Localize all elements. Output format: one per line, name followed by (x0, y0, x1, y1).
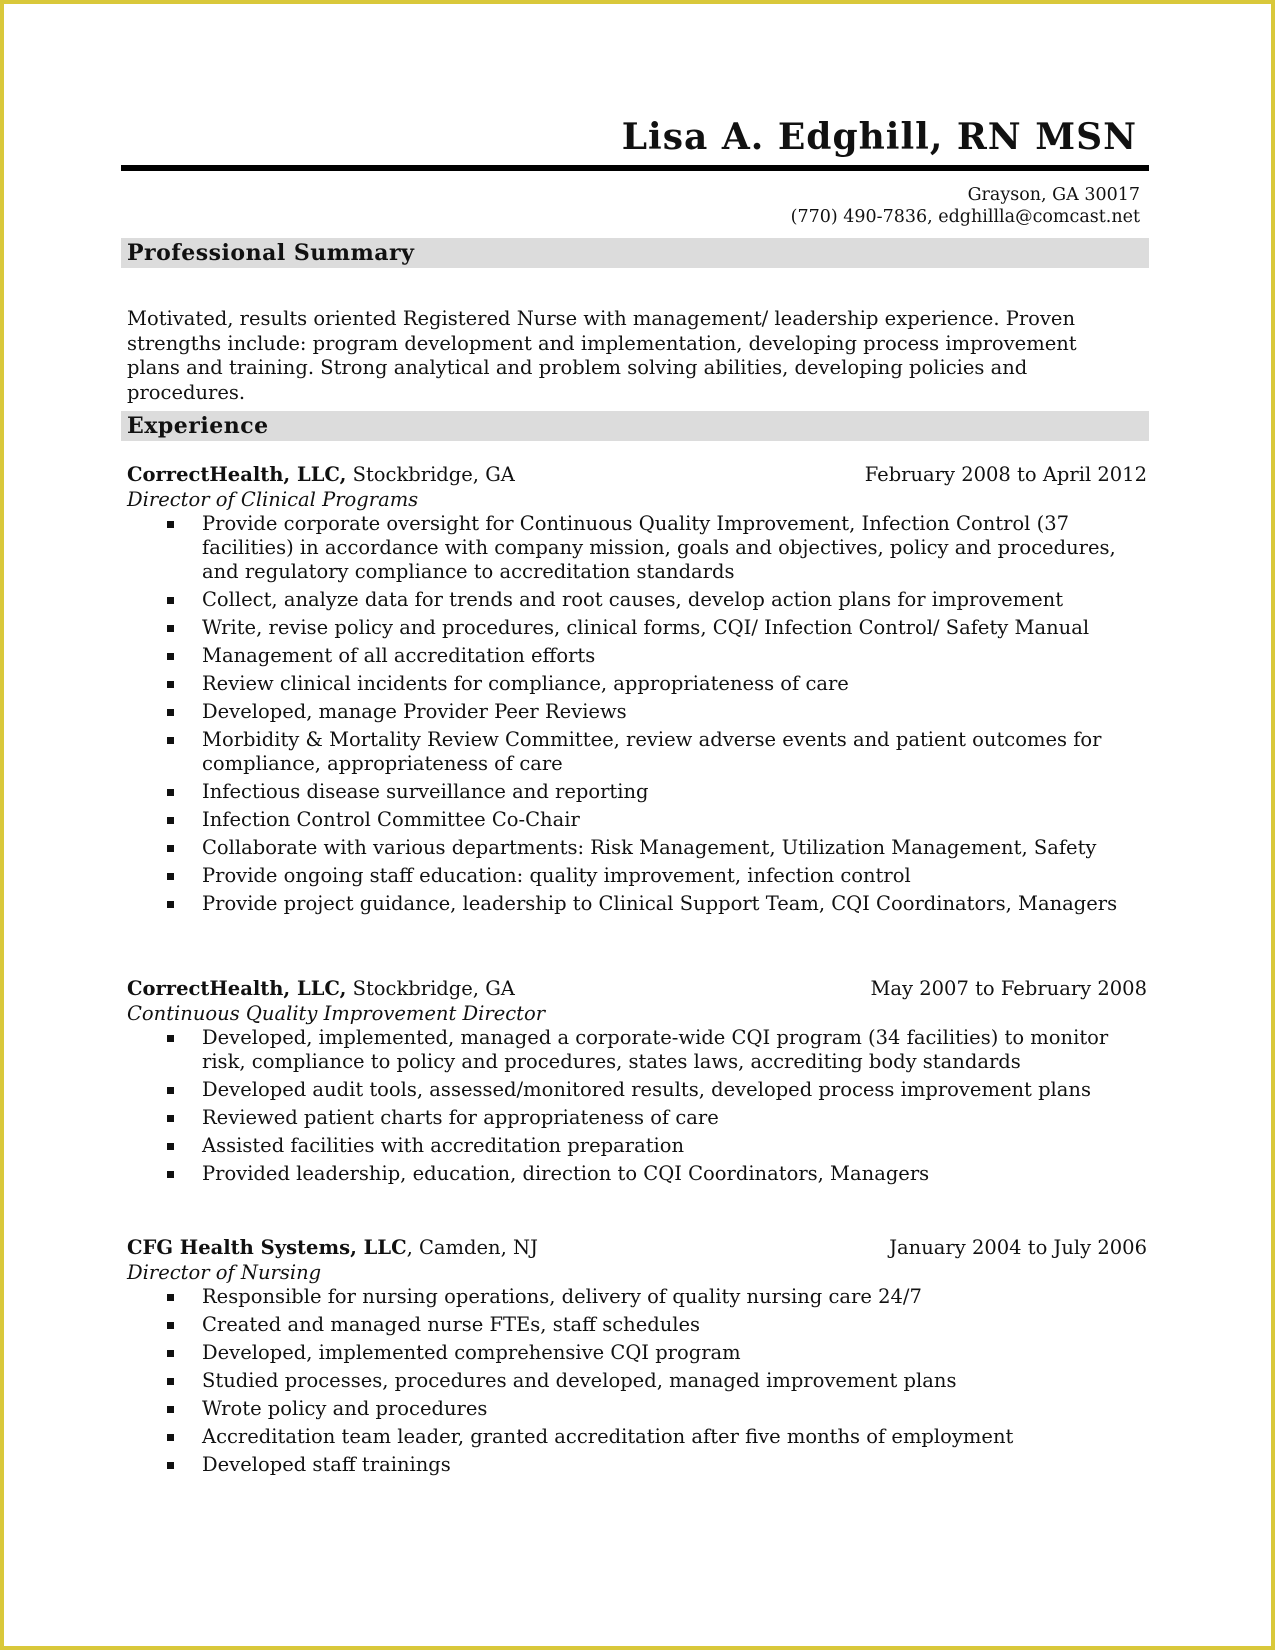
bullet-item: Infectious disease surveillance and reporting (127, 780, 1122, 804)
job-entry (127, 1235, 1147, 1481)
bullet-item: Studied processes, procedures and developed, managed improvement plans (127, 1369, 1122, 1393)
resume-page (4, 4, 1271, 1646)
job-location: Stockbridge, GA (346, 463, 515, 486)
bullet-item: Morbidity & Mortality Review Committee, review adverse events and patient outcomes for compliance, appropriateness of care (127, 728, 1122, 776)
contact-block (791, 184, 1140, 228)
job-bullets (127, 1026, 1147, 1186)
bullet-item: Provide ongoing staff education: quality improvement, infection control (127, 864, 1122, 888)
experience-heading-bar (121, 411, 1149, 441)
job-header (127, 976, 1147, 1002)
bullet-item: Created and managed nurse FTEs, staff schedules (127, 1313, 1122, 1337)
job-dates: May 2007 to February 2008 (870, 977, 1147, 1000)
job-bullets (127, 512, 1147, 916)
header-rule (121, 165, 1149, 171)
job-dates: January 2004 to July 2006 (889, 1236, 1147, 1259)
experience-heading: Experience (127, 413, 269, 439)
candidate-name: Lisa A. Edghill, RN MSN (621, 116, 1137, 158)
job-bullets (127, 1285, 1147, 1477)
job-dates: February 2008 to April 2012 (864, 463, 1147, 486)
contact-address: Grayson, GA 30017 (967, 185, 1140, 205)
bullet-item: Provide project guidance, leadership to Clinical Support Team, CQI Coordinators, Managers (127, 892, 1122, 916)
bullet-item: Developed audit tools, assessed/monitored results, developed process improvement plans (127, 1078, 1122, 1102)
job-company: CorrectHealth, LLC, (127, 977, 347, 1000)
job-company: CFG Health Systems, LLC (127, 1236, 407, 1259)
bullet-item: Infection Control Committee Co-Chair (127, 808, 1122, 832)
job-location: Stockbridge, GA (346, 977, 515, 1000)
contact-phone-email: (770) 490-7836, edghillla@comcast.net (790, 207, 1140, 227)
bullet-item: Developed staff trainings (127, 1453, 1122, 1477)
job-header (127, 1235, 1147, 1261)
bullet-item: Assisted facilities with accreditation preparation (127, 1134, 1122, 1158)
bullet-item: Collaborate with various departments: Risk Management, Utilization Management, Safety (127, 836, 1122, 860)
job-title: Continuous Quality Improvement Director (127, 1002, 546, 1025)
job-header (127, 462, 1147, 488)
bullet-item: Developed, implemented comprehensive CQI program (127, 1341, 1122, 1365)
bullet-item: Developed, implemented, managed a corporate-wide CQI program (34 facilities) to monitor risk, compliance to policy and procedures, states laws, accrediting body standards (127, 1026, 1122, 1074)
bullet-item: Provided leadership, education, direction to CQI Coordinators, Managers (127, 1162, 1122, 1186)
job-entry (127, 462, 1147, 920)
bullet-item: Write, revise policy and procedures, clinical forms, CQI/ Infection Control/ Safety Manual (127, 616, 1122, 640)
job-title: Director of Clinical Programs (127, 488, 419, 511)
summary-heading: Professional Summary (127, 240, 415, 266)
job-title: Director of Nursing (127, 1261, 322, 1284)
bullet-item: Responsible for nursing operations, delivery of quality nursing care 24/7 (127, 1285, 1122, 1309)
job-company: CorrectHealth, LLC, (127, 463, 347, 486)
bullet-item: Developed, manage Provider Peer Reviews (127, 700, 1122, 724)
bullet-item: Accreditation team leader, granted accreditation after five months of employment (127, 1425, 1122, 1449)
bullet-item: Collect, analyze data for trends and root causes, develop action plans for improvement (127, 588, 1122, 612)
bullet-item: Review clinical incidents for compliance, appropriateness of care (127, 672, 1122, 696)
bullet-item: Wrote policy and procedures (127, 1397, 1122, 1421)
job-entry (127, 976, 1147, 1190)
job-location: , Camden, NJ (406, 1236, 538, 1259)
bullet-item: Management of all accreditation efforts (127, 644, 1122, 668)
bullet-item: Reviewed patient charts for appropriateness of care (127, 1106, 1122, 1130)
bullet-item: Provide corporate oversight for Continuous Quality Improvement, Infection Control (37 facilities) in accordance with company mission, goals and objectives, policy and procedures, and regulatory compliance to accreditation standards (127, 512, 1122, 584)
summary-text: Motivated, results oriented Registered Nurse with management/ leadership experience. Proven strengths include: program development and implementation, developing process improvement plans and training. Strong analytical and problem solving abilities, developing policies and procedures. (127, 307, 1077, 404)
summary-heading-bar (121, 238, 1149, 268)
